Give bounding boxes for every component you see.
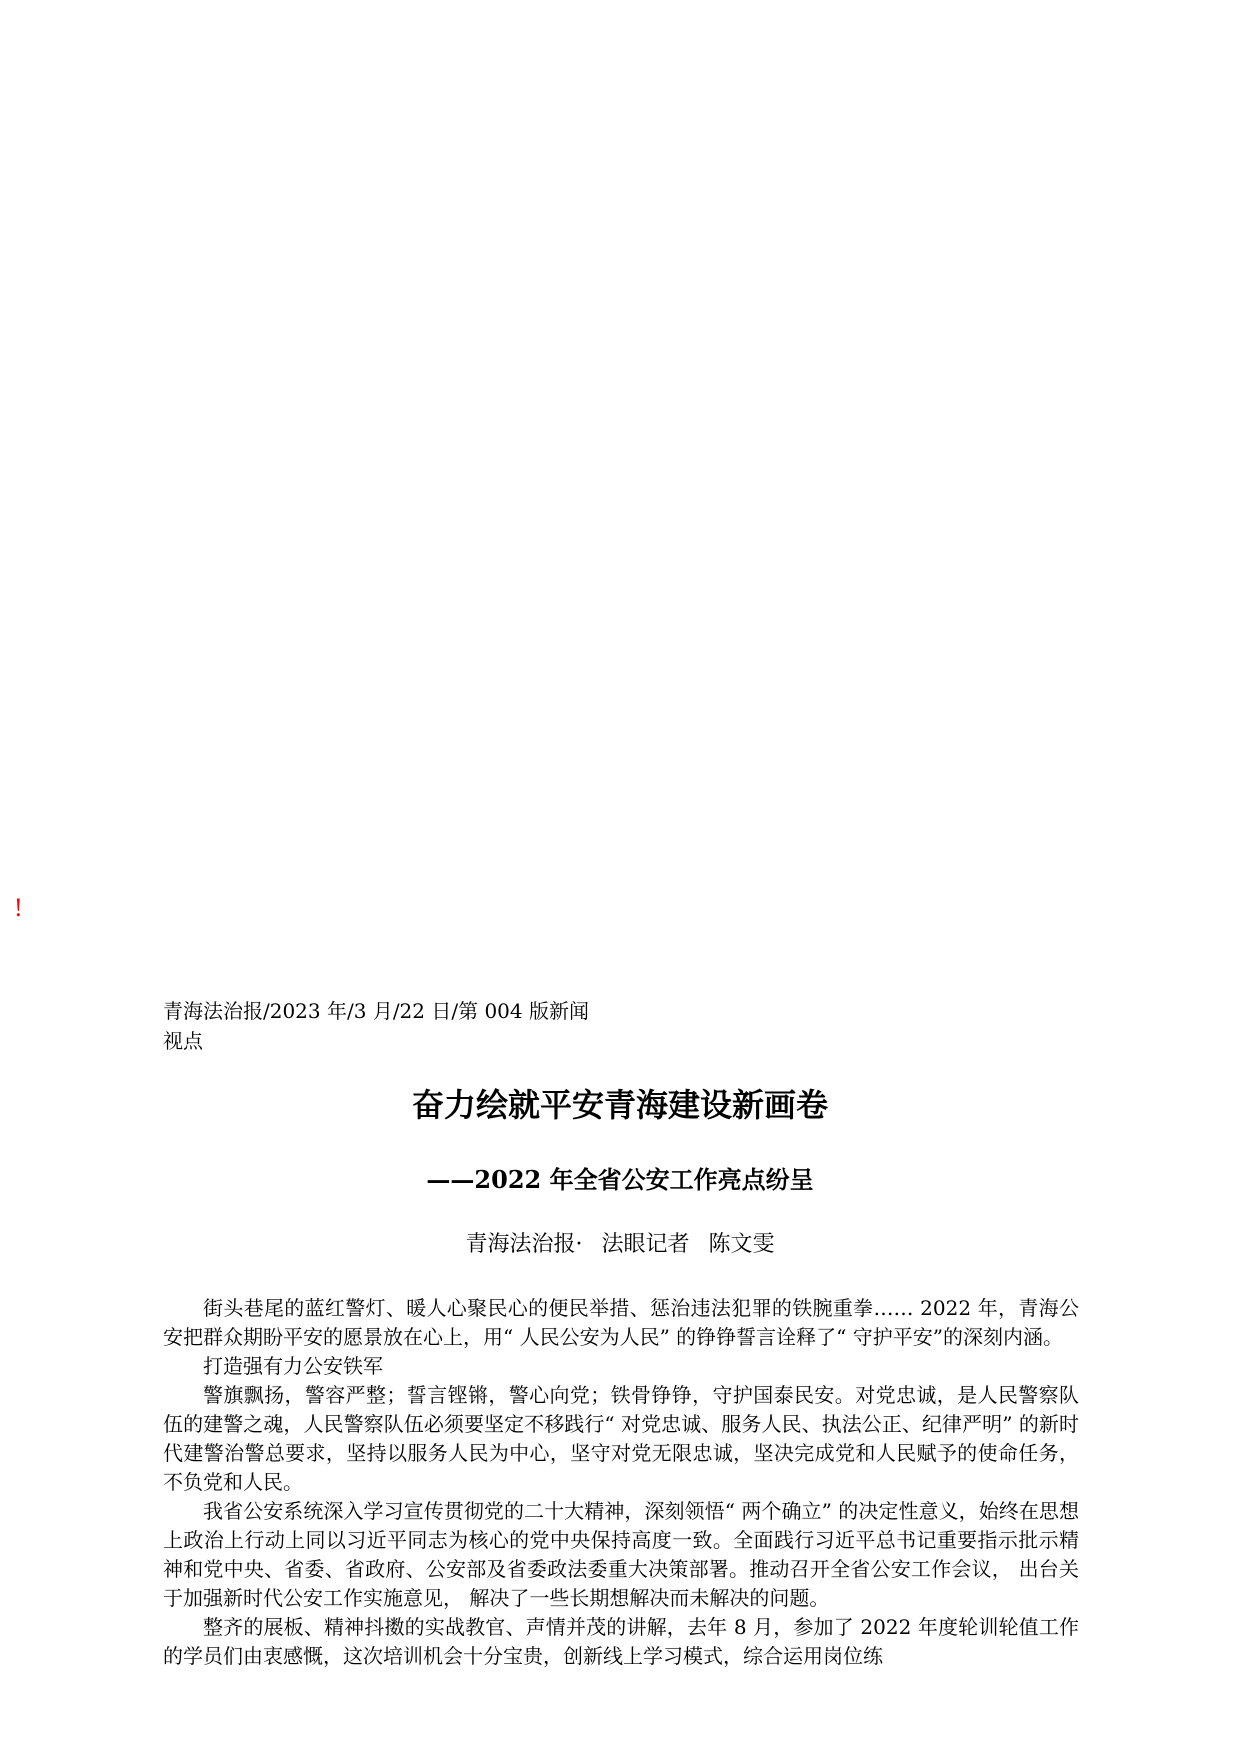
byline: 青海法治报· 法眼记者 陈文雯	[465, 1232, 775, 1257]
article-body	[163, 1294, 1079, 1671]
article-subtitle: ——2022 年全省公安工作亮点纷呈	[426, 1165, 814, 1194]
paragraph: 我省公安系统深入学习宣传贯彻党的二十大精神，深刻领悟“ 两个确立” 的决定性意义，始终在思想上政治上行动上同以习近平同志为核心的党中央保持高度一致。全面践行习近平总书记重要指示批示精神和党中央、省委、省政府、公安部及省委政法委重大决策部署。推动召开全省公安工作会议， 出台关于加强新时代公安工作实施意见， 解决了一些长期想解决而未解决的问题。	[163, 1499, 1079, 1610]
source-line: 青海法治报/2023 年/3 月/22 日/第 004 版新闻视点	[163, 999, 589, 1053]
paragraph: 街头巷尾的蓝红警灯、暖人心聚民心的便民举措、惩治违法犯罪的铁腕重拳…… 2022 年，青海公安把群众期盼平安的愿景放在心上，用“ 人民公安为人民” 的铮铮誓言诠释了“ 守护平安”的深刻内涵。	[163, 1296, 1079, 1349]
paragraph: 整齐的展板、精神抖擞的实战教官、声情并茂的讲解，去年 8 月，参加了 2022 年度轮训轮值工作的学员们由衷感慨，这次培训机会十分宝贵，创新线上学习模式，综合运用岗位练	[163, 1615, 1079, 1668]
paragraph: 警旗飘扬，警容严整；誓言铿锵，警心向党；铁骨铮铮，守护国泰民安。对党忠诚，是人民警察队伍的建警之魂，人民警察队伍必须要坚定不移践行“ 对党忠诚、服务人民、执法公正、纪律严明” 的新时代建警治警总要求，坚持以服务人民为中心，坚守对党无限忠诚，坚决完成党和人民赋予的使命任务，不负党和人民。	[163, 1383, 1079, 1494]
section-heading: 打造强有力公安铁军	[203, 1354, 383, 1378]
alert-mark: !	[14, 893, 23, 922]
article-title: 奋力绘就平安青海建设新画卷	[411, 1086, 828, 1124]
